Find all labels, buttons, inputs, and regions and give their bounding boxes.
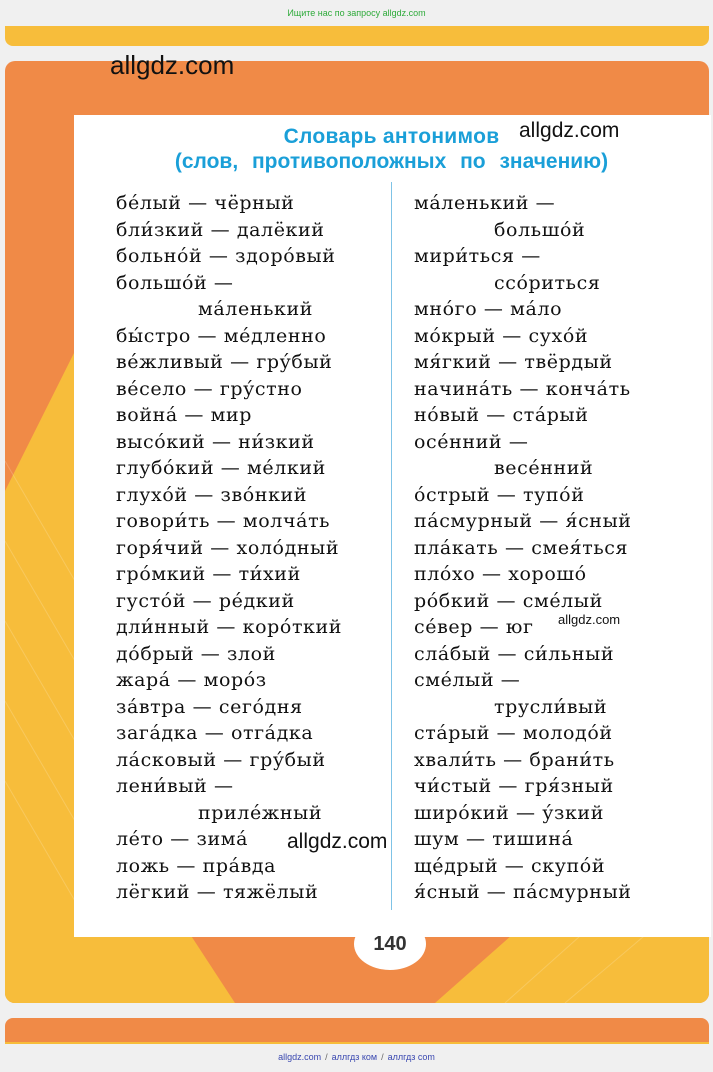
list-item: больно́й — здоро́вый xyxy=(116,245,336,267)
list-item: до́брый — злой xyxy=(116,642,276,665)
list-item-continuation: ссо́риться xyxy=(494,271,601,294)
list-item: за́втра — сего́дня xyxy=(116,695,303,718)
list-item: шум — тишина́ xyxy=(414,828,574,850)
list-item-continuation: большо́й xyxy=(494,218,586,241)
list-item: высо́кий — ни́зкий xyxy=(116,430,315,453)
watermark-top-left: allgdz.com xyxy=(110,50,235,80)
list-item: мо́крый — сухо́й xyxy=(414,324,589,347)
list-item: говори́ть — молча́ть xyxy=(116,510,331,532)
list-item: мири́ться — xyxy=(414,245,541,267)
page-title: Словарь антонимов xyxy=(283,125,500,148)
list-item: ма́ленький — xyxy=(414,192,556,214)
list-item: густо́й — ре́дкий xyxy=(116,589,295,612)
list-item: ро́бкий — сме́лый xyxy=(414,589,603,612)
list-item: бы́стро — ме́дленно xyxy=(116,324,327,347)
column-divider xyxy=(391,182,392,910)
list-item-continuation: весе́нний xyxy=(494,457,594,479)
antonym-list-right xyxy=(414,190,632,906)
list-item: сме́лый — xyxy=(414,669,521,691)
list-item: гро́мкий — ти́хий xyxy=(116,563,301,585)
list-item: мно́го — ма́ло xyxy=(414,298,563,320)
header-note: Ищите нас по запросу allgdz.com xyxy=(287,8,426,18)
list-item: ла́сковый — гру́бый xyxy=(116,748,326,771)
list-item: война́ — мир xyxy=(116,404,253,426)
list-item: горя́чий — холо́дный xyxy=(116,536,340,559)
list-item: глухо́й — зво́нкий xyxy=(116,483,308,506)
list-item: мя́гкий — твёрдый xyxy=(414,351,613,373)
list-item: хвали́ть — брани́ть xyxy=(414,748,615,771)
list-item: ве́село — гру́стно xyxy=(116,377,303,400)
list-item: ве́жливый — гру́бый xyxy=(116,351,333,373)
list-item: па́смурный — я́сный xyxy=(414,510,632,532)
list-item: осе́нний — xyxy=(414,430,529,453)
list-item: ле́то — зима́ xyxy=(116,828,249,850)
watermark-small: allgdz.com xyxy=(558,612,621,627)
list-item: жара́ — моро́з xyxy=(116,669,267,691)
list-item: ложь — пра́вда xyxy=(116,854,277,877)
footer-link[interactable]: аллгдз ком xyxy=(331,1052,378,1062)
list-item: глубо́кий — ме́лкий xyxy=(116,457,326,479)
list-item: я́сный — па́смурный xyxy=(414,881,632,903)
footer-link[interactable]: аллгдз com xyxy=(387,1052,435,1062)
list-item: лени́вый — xyxy=(116,775,234,797)
footer-links xyxy=(0,1052,713,1062)
list-item: пло́хо — хорошо́ xyxy=(414,563,587,585)
list-item: бли́зкий — далёкий xyxy=(116,218,325,241)
list-item: чи́стый — гря́зный xyxy=(414,775,614,797)
page-number: 140 xyxy=(354,918,426,970)
list-item-continuation: приле́жный xyxy=(198,801,323,824)
list-item: зага́дка — отга́дка xyxy=(116,722,314,744)
page-subtitle: (слов, противоположных по значению) xyxy=(174,150,609,173)
list-item: о́стрый — тупо́й xyxy=(414,483,585,506)
list-item: начина́ть — конча́ть xyxy=(414,377,631,400)
list-item: широ́кий — у́зкий xyxy=(414,801,604,824)
footer-separator: / xyxy=(325,1052,328,1062)
antonym-list-left xyxy=(116,190,342,906)
list-item: большо́й — xyxy=(116,271,234,294)
list-item: бе́лый — чёрный xyxy=(116,192,295,214)
list-item: ще́дрый — скупо́й xyxy=(414,854,606,877)
watermark-title: allgdz.com xyxy=(519,119,620,142)
list-item: дли́нный — коро́ткий xyxy=(116,616,343,638)
watermark-middle: allgdz.com xyxy=(287,830,388,853)
list-item-continuation: ма́ленький xyxy=(198,298,314,320)
footer-link[interactable]: allgdz.com xyxy=(278,1052,322,1062)
list-item: сла́бый — си́льный xyxy=(414,642,615,665)
footer-separator: / xyxy=(381,1052,384,1062)
previous-page-edge xyxy=(5,26,709,46)
list-item: пла́кать — смея́ться xyxy=(414,536,629,559)
next-page-edge xyxy=(5,1018,709,1044)
list-item: лёгкий — тяжёлый xyxy=(116,881,319,903)
list-item: но́вый — ста́рый xyxy=(414,404,589,426)
list-item: ста́рый — молодо́й xyxy=(414,722,613,744)
list-item-continuation: трусли́вый xyxy=(494,695,608,718)
list-item: се́вер — юг xyxy=(414,616,534,638)
